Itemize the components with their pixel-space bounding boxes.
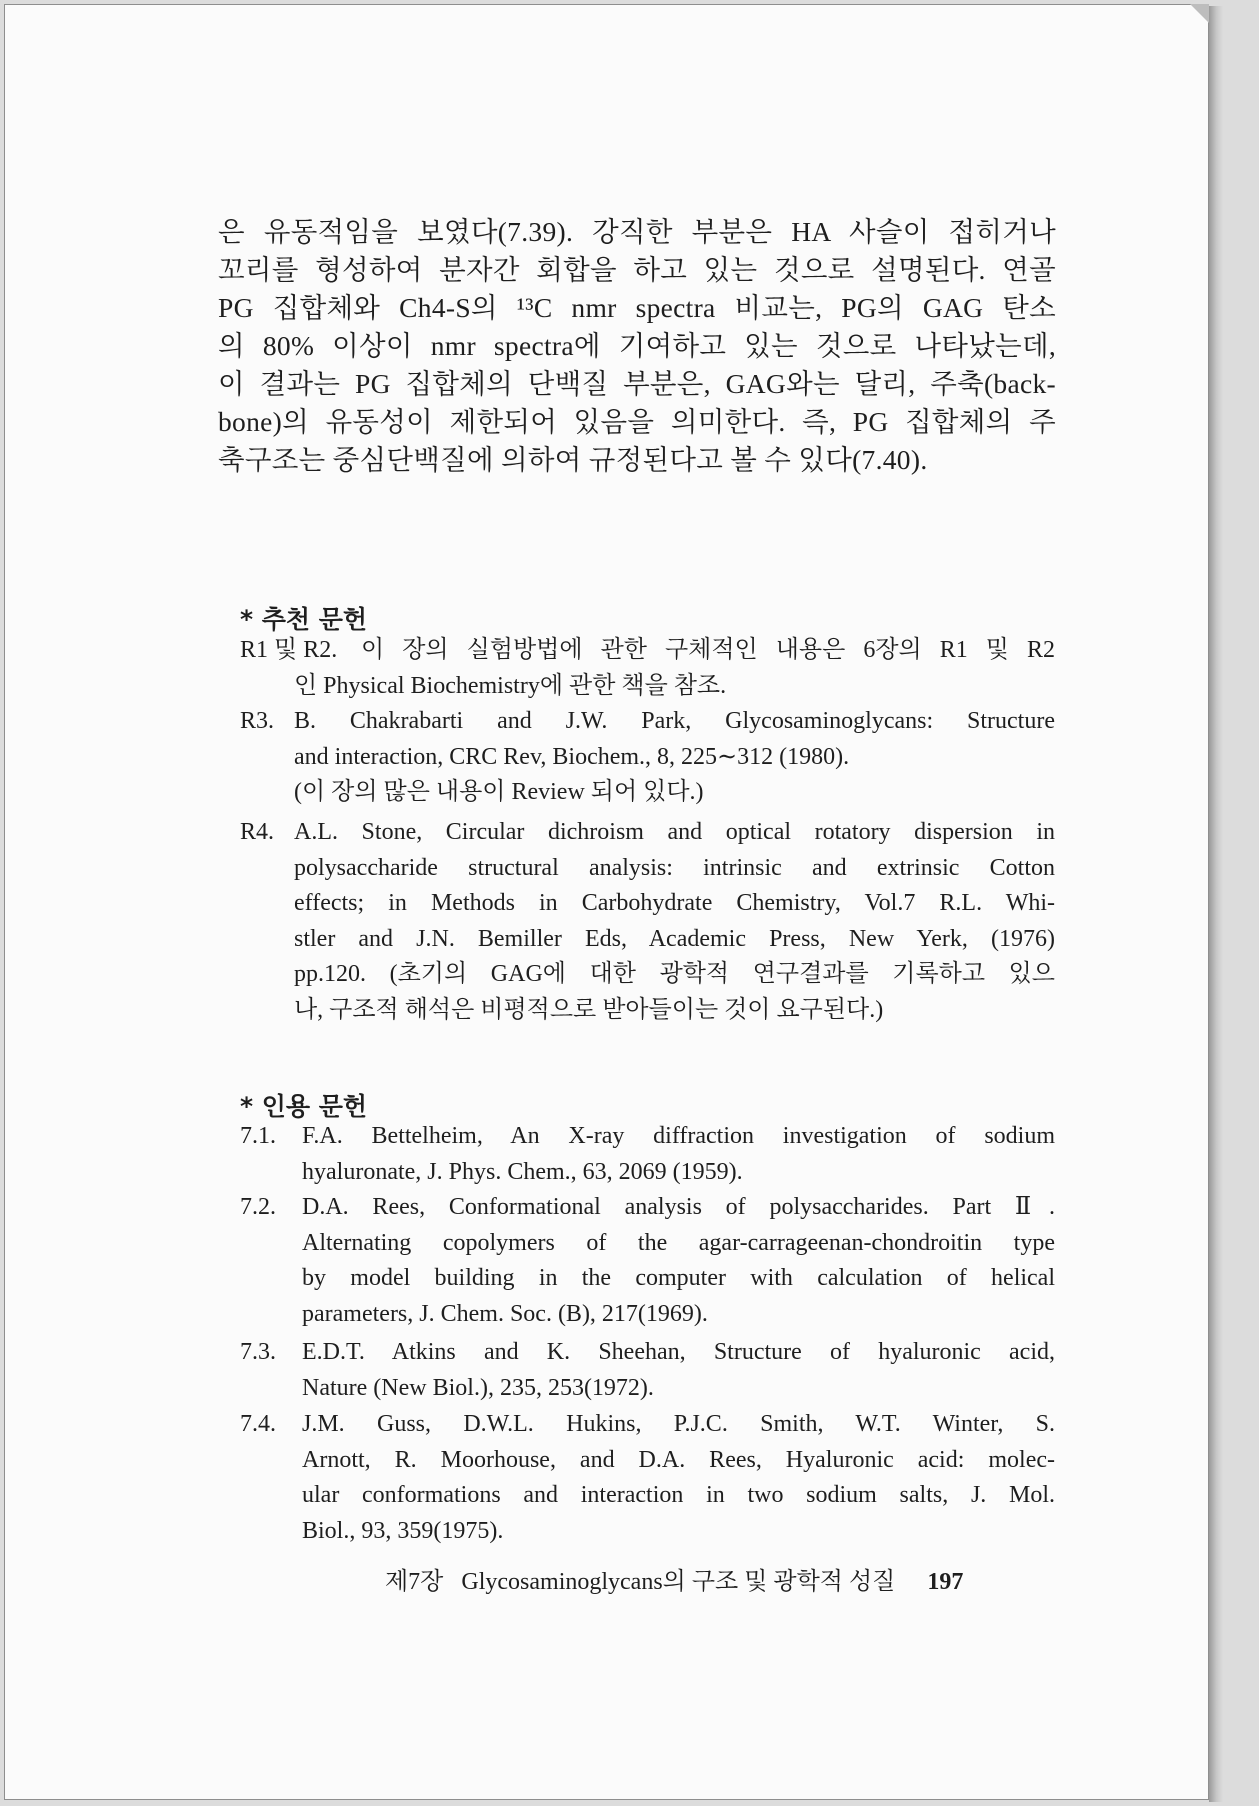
- reference-line: pp.120. (초기의 GAG에 대한 광학적 연구결과를 기록하고 있으: [294, 961, 1055, 987]
- recommended-references-heading: * 추천 문헌: [240, 605, 368, 634]
- reference-number: R1 및 R2.: [240, 637, 338, 663]
- paragraph-line: bone)의 유동성이 제한되어 있음을 의미한다. 즉, PG 집합체의 주: [218, 406, 1056, 437]
- reference-number: R3.: [240, 708, 275, 734]
- citation-line: by model building in the computer with calculation of helical: [302, 1265, 1055, 1291]
- citation-line: J.M. Guss, D.W.L. Hukins, P.J.C. Smith, W.T. Winter, S.: [302, 1411, 1055, 1437]
- citation-line: Nature (New Biol.), 235, 253(1972).: [302, 1374, 654, 1401]
- reference-line: polysaccharide structural analysis: intrinsic and extrinsic Cotton: [294, 854, 1055, 881]
- footer-chapter: 제7장: [385, 1569, 444, 1595]
- reference-line: B. Chakrabarti and J.W. Park, Glycosaminoglycans: Structure: [294, 708, 1055, 734]
- paragraph-line: 축구조는 중심단백질에 의하여 규정된다고 볼 수 있다(7.40).: [218, 444, 928, 475]
- citation-line: Biol., 93, 359(1975).: [302, 1517, 504, 1544]
- citation-number: 7.2.: [240, 1194, 276, 1220]
- body-paragraph: [218, 213, 1056, 479]
- reference-item: [240, 815, 1055, 1028]
- reference-line: stler and J.N. Bemiller Eds, Academic Press, New Yerk, (1976): [294, 925, 1055, 952]
- citation-number: 7.3.: [240, 1339, 276, 1365]
- citation-line: D.A. Rees, Conformational analysis of polysaccharides. Part Ⅱ.: [302, 1194, 1055, 1220]
- citation-item: [240, 1190, 1055, 1332]
- citation-line: ular conformations and interaction in two sodium salts, J. Mol.: [302, 1482, 1055, 1508]
- reference-line: and interaction, CRC Rev, Biochem., 8, 225∼312 (1980).: [294, 743, 850, 770]
- reference-item: [240, 704, 1055, 811]
- paragraph-line: PG 집합체와 Ch4-S의 ¹³C nmr spectra 비교는, PG의 GAG 탄소: [218, 292, 1056, 323]
- reference-line: 이 장의 실험방법에 관한 구체적인 내용은 6장의 R1 및 R2: [361, 637, 1055, 663]
- citation-line: Alternating copolymers of the agar-carrageenan-chondroitin type: [302, 1229, 1055, 1256]
- citation-line: Arnott, R. Moorhouse, and D.A. Rees, Hyaluronic acid: molec-: [302, 1446, 1055, 1473]
- page-edge-shadow: [1209, 6, 1223, 1802]
- citation-number: 7.4.: [240, 1411, 276, 1437]
- page-number: 197: [927, 1569, 964, 1595]
- citation-item: [240, 1335, 1055, 1406]
- page-footer: [385, 1561, 1025, 1596]
- reference-line: A.L. Stone, Circular dichroism and optical rotatory dispersion in: [294, 819, 1055, 845]
- paragraph-line: 꼬리를 형성하여 분자간 회합을 하고 있는 것으로 설명된다. 연골: [218, 254, 1056, 285]
- paragraph-line: 이 결과는 PG 집합체의 단백질 부분은, GAG와는 달리, 주축(back-: [218, 368, 1056, 399]
- reference-item: [240, 633, 1055, 704]
- reference-line: effects; in Methods in Carbohydrate Chemistry, Vol.7 R.L. Whi-: [294, 890, 1055, 916]
- paragraph-line: 은 유동적임을 보였다(7.39). 강직한 부분은 HA 사슬이 접히거나: [218, 216, 1056, 247]
- citation-line: E.D.T. Atkins and K. Sheehan, Structure of hyaluronic acid,: [302, 1339, 1055, 1365]
- paragraph-line: 의 80% 이상이 nmr spectra에 기여하고 있는 것으로 나타났는데,: [218, 330, 1056, 361]
- citation-line: F.A. Bettelheim, An X-ray diffraction investigation of sodium: [302, 1123, 1055, 1149]
- citation-item: [240, 1407, 1055, 1549]
- reference-line: 인 Physical Biochemistry에 관한 책을 참조.: [294, 672, 727, 699]
- reference-number: R4.: [240, 819, 275, 845]
- cited-references-heading: * 인용 문헌: [240, 1092, 368, 1121]
- citation-number: 7.1.: [240, 1123, 276, 1149]
- document-page: [4, 4, 1209, 1800]
- citation-line: hyaluronate, J. Phys. Chem., 63, 2069 (1959).: [302, 1158, 743, 1185]
- footer-title: Glycosaminoglycans의 구조 및 광학적 성질: [461, 1569, 896, 1595]
- reference-line: (이 장의 많은 내용이 Review 되어 있다.): [294, 779, 704, 805]
- citation-item: [240, 1119, 1055, 1190]
- page-fold-corner: [1190, 4, 1209, 23]
- citation-line: parameters, J. Chem. Soc. (B), 217(1969).: [302, 1300, 708, 1327]
- reference-line: 나, 구조적 해석은 비평적으로 받아들이는 것이 요구된다.): [294, 996, 884, 1023]
